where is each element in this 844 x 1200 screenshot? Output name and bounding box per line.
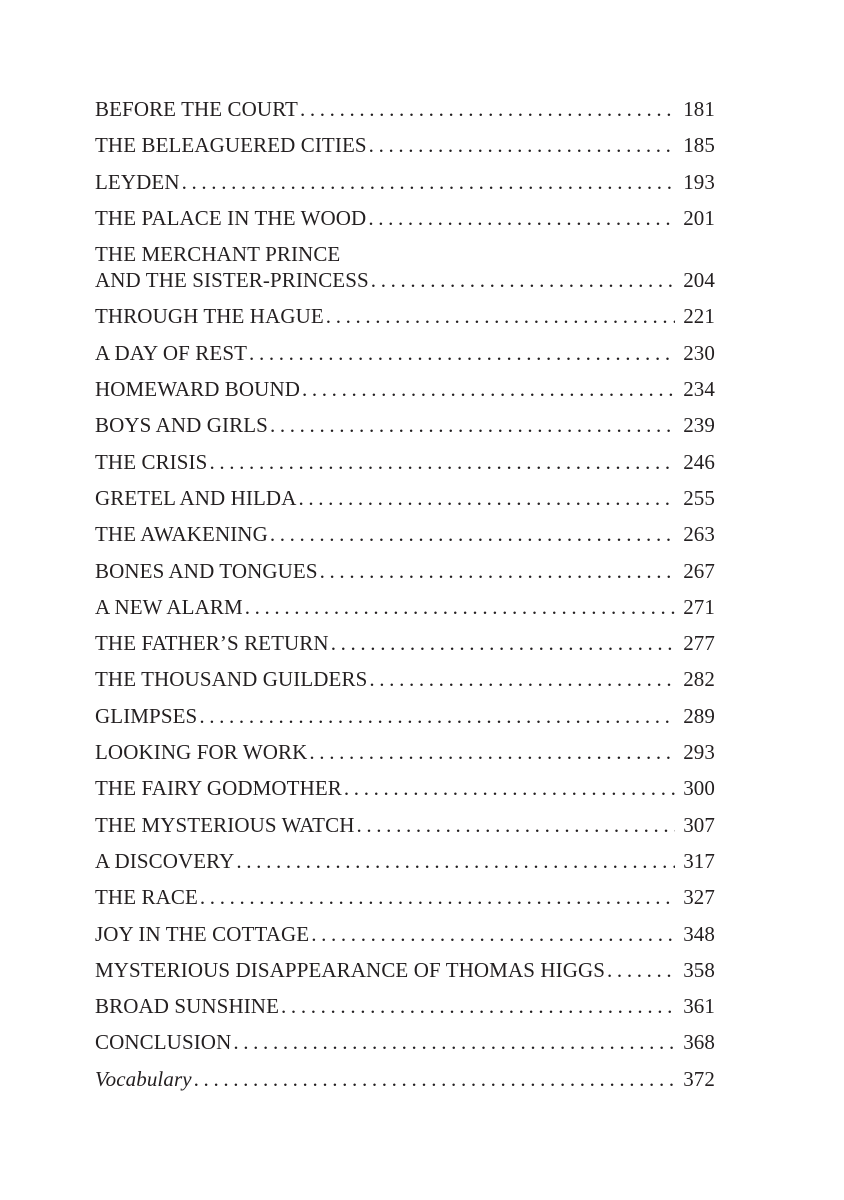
toc-entry-page: 327 bbox=[683, 885, 715, 910]
toc-entry-title: GRETEL AND HILDA bbox=[95, 485, 297, 510]
toc-entry[interactable] bbox=[95, 1029, 715, 1055]
dot-leader bbox=[607, 957, 675, 983]
toc-entry-title: CONCLUSION bbox=[95, 1030, 232, 1055]
toc-entry[interactable] bbox=[95, 739, 715, 765]
toc-entry[interactable] bbox=[95, 993, 715, 1019]
toc-entry-page: 282 bbox=[683, 667, 715, 692]
toc-entry-title: THE BELEAGUERED CITIES bbox=[95, 133, 367, 158]
toc-entry[interactable] bbox=[95, 303, 715, 329]
toc-entry-page: 204 bbox=[683, 268, 715, 293]
dot-leader bbox=[194, 1066, 675, 1092]
toc-entry[interactable] bbox=[95, 485, 715, 511]
toc-entry-title: LEYDEN bbox=[95, 169, 180, 194]
toc-entry-page: 201 bbox=[683, 205, 715, 230]
toc-entry-page: 234 bbox=[683, 377, 715, 402]
toc-entry-page: 181 bbox=[683, 97, 715, 121]
toc-entry[interactable] bbox=[95, 521, 715, 547]
dot-leader bbox=[233, 1029, 675, 1055]
toc-entry-title: THE AWAKENING bbox=[95, 522, 268, 547]
dot-leader bbox=[245, 594, 675, 620]
dot-leader bbox=[298, 485, 675, 511]
toc-entry-title: A DISCOVERY bbox=[95, 848, 235, 873]
toc-entry[interactable] bbox=[95, 241, 715, 293]
toc-entry[interactable] bbox=[95, 630, 715, 656]
toc-entry-title: BOYS AND GIRLS bbox=[95, 413, 268, 438]
toc-entry[interactable] bbox=[95, 775, 715, 801]
toc-entry-page: 221 bbox=[683, 304, 715, 329]
dot-leader bbox=[309, 739, 675, 765]
toc-entry[interactable] bbox=[95, 666, 715, 692]
toc-entry[interactable] bbox=[95, 1066, 715, 1092]
toc-entry-page: 300 bbox=[683, 776, 715, 801]
toc-entry-page: 246 bbox=[683, 449, 715, 474]
toc-entry-title: A NEW ALARM bbox=[95, 594, 243, 619]
toc-entry[interactable] bbox=[95, 884, 715, 910]
toc-entry-page: 368 bbox=[683, 1030, 715, 1055]
toc-entry-page: 361 bbox=[683, 994, 715, 1019]
toc-entry-page: 230 bbox=[683, 340, 715, 365]
toc-entry[interactable] bbox=[95, 703, 715, 729]
toc-entry-title: THROUGH THE HAGUE bbox=[95, 304, 324, 329]
toc-entry-title: GLIMPSES bbox=[95, 703, 198, 728]
toc-entry-page: 271 bbox=[683, 594, 715, 619]
dot-leader bbox=[236, 848, 675, 874]
toc-entry-page: 267 bbox=[683, 558, 715, 583]
dot-leader bbox=[270, 521, 675, 547]
dot-leader bbox=[209, 449, 675, 475]
toc-entry[interactable] bbox=[95, 558, 715, 584]
toc-entry[interactable] bbox=[95, 132, 715, 158]
dot-leader bbox=[302, 376, 675, 402]
toc-entry-title: JOY IN THE COTTAGE bbox=[95, 921, 310, 946]
dot-leader bbox=[270, 412, 675, 438]
dot-leader bbox=[356, 812, 675, 838]
toc-entry-page: 185 bbox=[683, 133, 715, 158]
toc-entry-page: 358 bbox=[683, 957, 715, 982]
dot-leader bbox=[300, 96, 675, 122]
dot-leader bbox=[320, 558, 675, 584]
toc-entry[interactable] bbox=[95, 340, 715, 366]
toc-entry-title: A DAY OF REST bbox=[95, 340, 248, 365]
toc-entry[interactable] bbox=[95, 957, 715, 983]
toc-entry-title: THE MERCHANT PRINCE AND THE SISTER-PRINCESS bbox=[95, 242, 369, 293]
toc-entry-title: BROAD SUNSHINE bbox=[95, 994, 280, 1019]
dot-leader bbox=[344, 775, 675, 801]
dot-leader bbox=[249, 340, 675, 366]
toc-entry-title: THE RACE bbox=[95, 885, 198, 910]
dot-leader bbox=[311, 921, 675, 947]
toc-entry-page: 193 bbox=[683, 169, 715, 194]
toc-entry-title: BONES AND TONGUES bbox=[95, 558, 318, 583]
toc-entry-page: 372 bbox=[683, 1066, 715, 1091]
toc-entry[interactable] bbox=[95, 96, 715, 122]
toc-entry-title: LOOKING FOR WORK bbox=[95, 740, 308, 765]
dot-leader bbox=[371, 267, 675, 293]
toc-entry-page: 293 bbox=[683, 740, 715, 765]
toc-entry-title: THE THOUSAND GUILDERS bbox=[95, 667, 368, 692]
toc-entry[interactable] bbox=[95, 812, 715, 838]
toc-entry[interactable] bbox=[95, 921, 715, 947]
dot-leader bbox=[368, 205, 675, 231]
toc-entry-page: 263 bbox=[683, 522, 715, 547]
toc-entry[interactable] bbox=[95, 449, 715, 475]
toc-entry[interactable] bbox=[95, 594, 715, 620]
toc-entry-page: 348 bbox=[683, 921, 715, 946]
toc-entry-page: 255 bbox=[683, 485, 715, 510]
toc-entry-page: 307 bbox=[683, 812, 715, 837]
dot-leader bbox=[331, 630, 675, 656]
toc-entry[interactable] bbox=[95, 169, 715, 195]
dot-leader bbox=[326, 303, 675, 329]
dot-leader bbox=[200, 884, 675, 910]
dot-leader bbox=[281, 993, 675, 1019]
toc-entry-title: MYSTERIOUS DISAPPEARANCE OF THOMAS HIGGS bbox=[95, 957, 606, 982]
toc-entry-page: 317 bbox=[683, 848, 715, 873]
dot-leader bbox=[369, 666, 675, 692]
toc-entry-title: THE CRISIS bbox=[95, 449, 208, 474]
dot-leader bbox=[199, 703, 675, 729]
toc-entry-title: Vocabulary bbox=[95, 1066, 192, 1091]
toc-entry[interactable] bbox=[95, 848, 715, 874]
toc-entry-title: THE PALACE IN THE WOOD bbox=[95, 205, 367, 230]
toc-entry-title: HOMEWARD BOUND bbox=[95, 377, 300, 402]
toc-entry-title: THE MYSTERIOUS WATCH bbox=[95, 812, 355, 837]
dot-leader bbox=[182, 169, 675, 195]
toc-entry-title: THE FATHER’S RETURN bbox=[95, 631, 329, 656]
toc-entry-page: 289 bbox=[683, 703, 715, 728]
toc-entry-page: 239 bbox=[683, 413, 715, 438]
toc-entry[interactable] bbox=[95, 205, 715, 231]
toc-entry-page: 277 bbox=[683, 631, 715, 656]
dot-leader bbox=[369, 132, 675, 158]
table-of-contents bbox=[95, 96, 715, 1102]
toc-entry[interactable] bbox=[95, 376, 715, 402]
toc-entry-title: BEFORE THE COURT bbox=[95, 97, 298, 121]
toc-entry-title: THE FAIRY GODMOTHER bbox=[95, 776, 342, 801]
toc-entry[interactable] bbox=[95, 412, 715, 438]
